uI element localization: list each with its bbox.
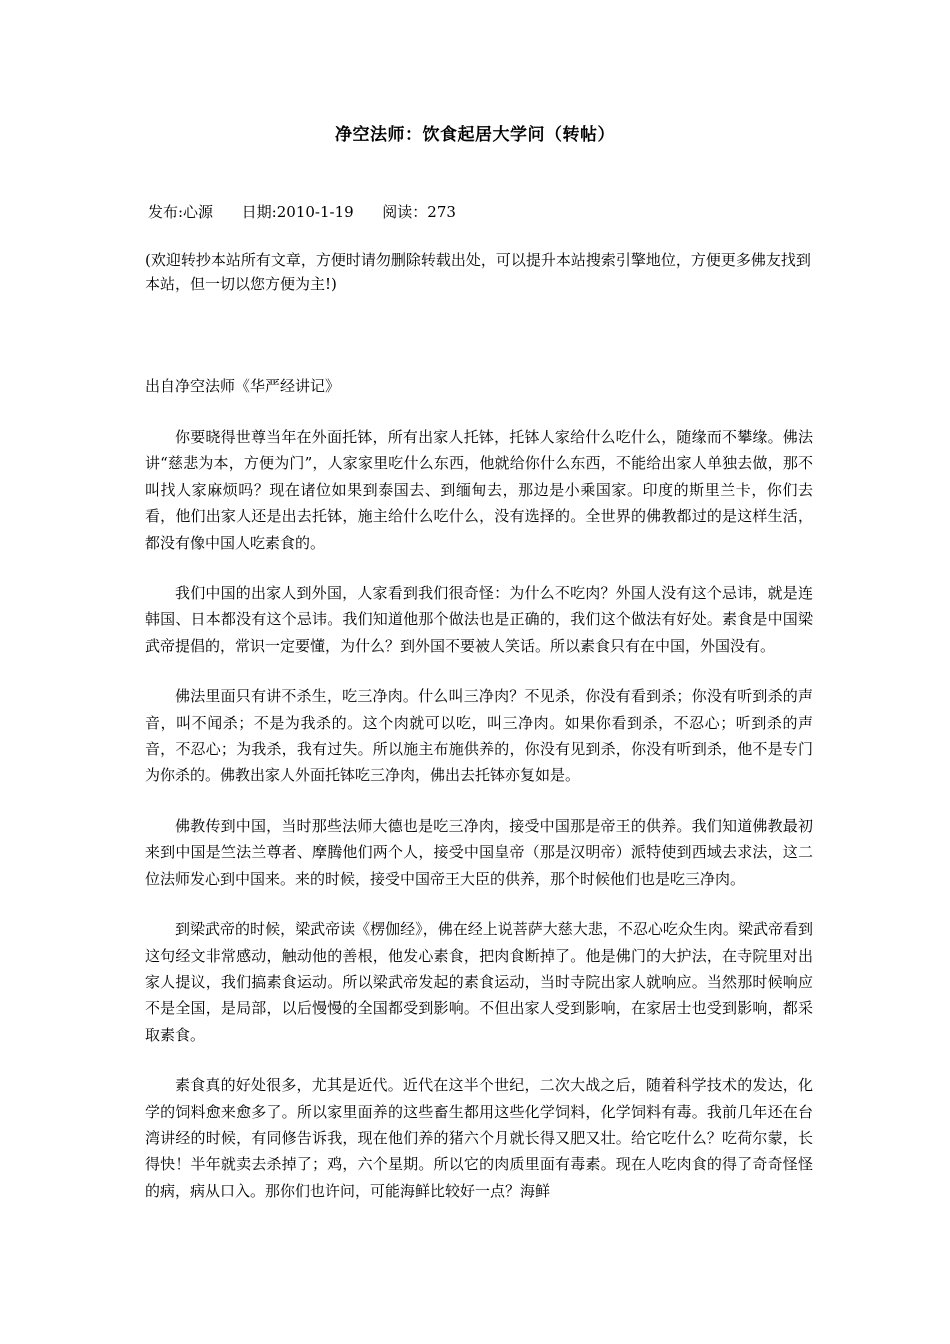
date-label: 日期:2010-1-19 <box>241 203 354 221</box>
author-label: 发布:心源 <box>148 203 214 221</box>
paragraph: 你要晓得世尊当年在外面托钵，所有出家人托钵，托钵人家给什么吃什么，随缘而不攀缘。佛法讲“慈悲为本，方便为门”，人家家里吃什么东西，他就给你什么东西，不能给出家人单独去做，那不叫找人家麻烦吗？现在诸位如果到泰国去、到缅甸去，那边是小乘国家。印度的斯里兰卡，你们去看，他们出家人还是出去托钵，施主给什么吃什么，没有选择的。全世界的佛教都过的是这样生活，都没有像中国人吃素食的。 <box>145 428 813 552</box>
page-title: 净空法师：饮食起居大学问（转帖） <box>335 125 615 145</box>
paragraph: 我们中国的出家人到外国，人家看到我们很奇怪：为什么不吃肉？外国人没有这个忌讳，就是连韩国、日本都没有这个忌讳。我们知道他那个做法也是正确的，我们这个做法有好处。素食是中国梁武帝提倡的，常识一定要懂，为什么？到外国不要被人笑话。所以素食只有在中国，外国没有。 <box>145 584 813 655</box>
repost-notice: (欢迎转抄本站所有文章，方便时请勿删除转载出处，可以提升本站搜索引擎地位，方便更多佛友找到本站，但一切以您方便为主!) <box>145 251 811 293</box>
article-body <box>145 424 813 1228</box>
paragraph: 佛教传到中国，当时那些法师大德也是吃三净肉，接受中国那是帝王的供养。我们知道佛教最初来到中国是竺法兰尊者、摩腾他们两个人，接受中国皇帝（那是汉明帝）派特使到西域去求法，这二位法师发心到中国来。来的时候，接受中国帝王大臣的供养，那个时候他们也是吃三净肉。 <box>145 816 813 888</box>
post-meta <box>148 200 456 224</box>
source-line: 出自净空法师《华严经讲记》 <box>145 377 341 395</box>
paragraph: 到梁武帝的时候，梁武帝读《楞伽经》，佛在经上说菩萨大慈大悲，不忍心吃众生肉。梁武帝看到这句经文非常感动，触动他的善根，他发心素食，把肉食断掉了。他是佛门的大护法，在寺院里对出家人提议，我们搞素食运动。所以梁武帝发起的素食运动，当时寺院出家人就响应。当然那时候响应不是全国，是局部，以后慢慢的全国都受到影响。不但出家人受到影响，在家居士也受到影响，都采取素食。 <box>145 920 813 1044</box>
paragraph: 佛法里面只有讲不杀生，吃三净肉。什么叫三净肉？不见杀，你没有看到杀；你没有听到杀的声音，叫不闻杀；不是为我杀的。这个肉就可以吃，叫三净肉。如果你看到杀，不忍心；听到杀的声音，不忍心；为我杀，我有过失。所以施主布施供养的，你没有见到杀，你没有听到杀，他不是专门为你杀的。佛教出家人外面托钵吃三净肉，佛出去托钵亦复如是。 <box>145 687 813 785</box>
reads-label: 阅读：273 <box>382 203 456 221</box>
paragraph: 素食真的好处很多，尤其是近代。近代在这半个世纪，二次大战之后，随着科学技术的发达，化学的饲料愈来愈多了。所以家里面养的这些畜生都用这些化学饲料，化学饲料有毒。我前几年还在台湾讲经的时候，有同修告诉我，现在他们养的猪六个月就长得又肥又壮。给它吃什么？吃荷尔蒙，长得快！半年就卖去杀掉了；鸡，六个星期。所以它的肉质里面有毒素。现在人吃肉食的得了奇奇怪怪的病，病从口入。那你们也许问，可能海鲜比较好一点？海鲜 <box>145 1076 813 1200</box>
